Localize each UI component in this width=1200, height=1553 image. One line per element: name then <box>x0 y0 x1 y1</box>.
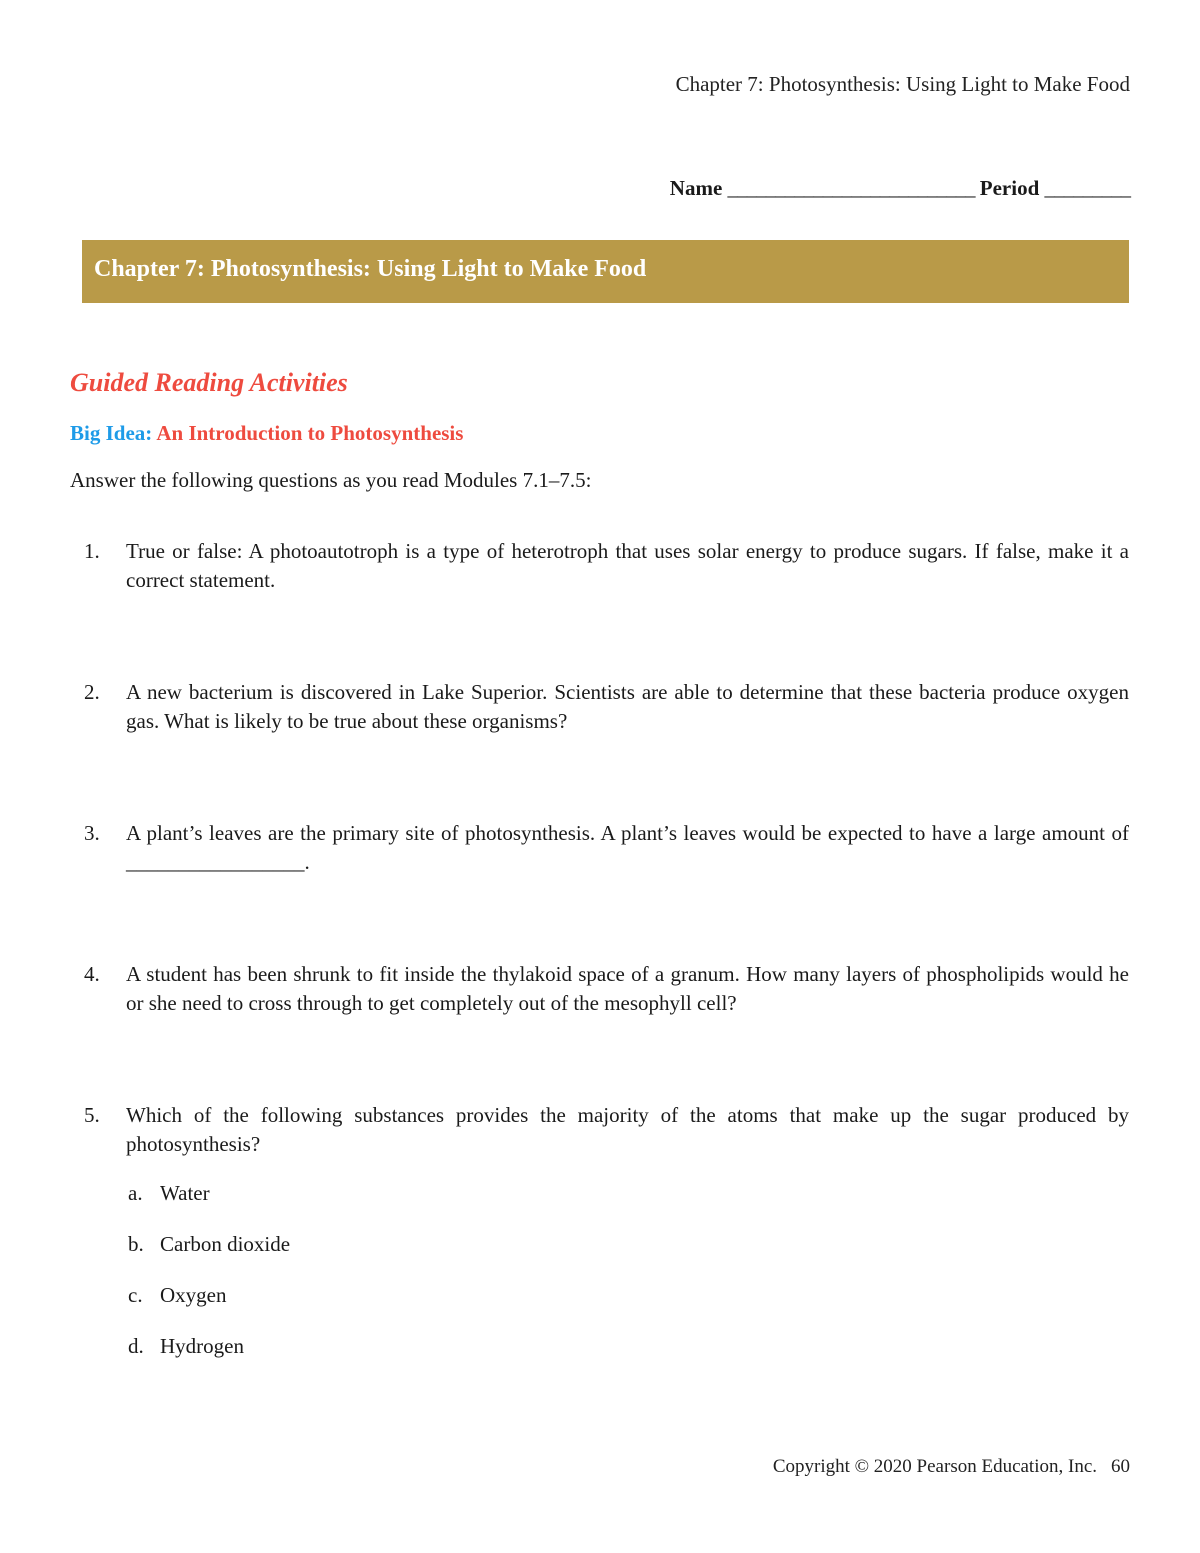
question-5 <box>84 1101 1129 1159</box>
page-number: 60 <box>1111 1456 1130 1477</box>
option-text: Carbon dioxide <box>160 1232 291 1256</box>
option-text: Water <box>160 1181 210 1205</box>
question-number: 5. <box>84 1103 100 1127</box>
option-letter: d. <box>128 1334 144 1358</box>
option-b <box>128 1232 290 1257</box>
name-label: Name <box>669 176 723 200</box>
name-blank: __________________________ <box>727 176 975 200</box>
name-period-line <box>670 176 1130 201</box>
question-number: 2. <box>84 680 100 704</box>
big-idea-label: Big Idea: <box>70 421 153 445</box>
question-text: A student has been shrunk to fit inside the thylakoid space of a granum. How many layers of phospholipids would he or she need to cross through to get completely out of the mesophyll cell? <box>126 962 1129 1015</box>
question-number: 3. <box>84 821 100 845</box>
question-text: Which of the following substances provides the majority of the atoms that make up the sugar produced by photosynthesis? <box>126 1103 1129 1156</box>
question-number: 4. <box>84 962 100 986</box>
option-a <box>128 1181 210 1206</box>
question-text: A new bacterium is discovered in Lake Superior. Scientists are able to determine that these bacteria produce oxygen gas. What is likely to be true about these organisms? <box>126 680 1129 733</box>
option-letter: c. <box>128 1283 143 1307</box>
question-4 <box>84 960 1129 1018</box>
question-text: True or false: A photoautotroph is a type of heterotroph that uses solar energy to produce sugars. If false, make it a correct statement. <box>126 539 1129 592</box>
instructions: Answer the following questions as you read Modules 7.1–7.5: <box>70 468 592 492</box>
question-text: A plant’s leaves are the primary site of photosynthesis. A plant’s leaves would be expected to have a large amount of _________________. <box>126 821 1129 874</box>
option-d <box>128 1334 244 1359</box>
section-title: Guided Reading Activities <box>70 368 348 397</box>
option-text: Oxygen <box>160 1283 227 1307</box>
question-3 <box>84 819 1129 877</box>
option-letter: a. <box>128 1181 143 1205</box>
question-2 <box>84 678 1129 736</box>
question-number: 1. <box>84 539 100 563</box>
option-text: Hydrogen <box>160 1334 244 1358</box>
copyright-text: Copyright © 2020 Pearson Education, Inc. <box>772 1456 1097 1477</box>
option-letter: b. <box>128 1232 144 1256</box>
banner-title: Chapter 7: Photosynthesis: Using Light to Make Food <box>94 256 647 282</box>
big-idea-topic: An Introduction to Photosynthesis <box>156 421 464 445</box>
big-idea <box>70 421 463 446</box>
chapter-banner <box>82 240 1129 303</box>
question-1 <box>84 537 1129 595</box>
footer <box>773 1456 1130 1478</box>
period-label: Period <box>979 176 1040 200</box>
period-blank: _________ <box>1044 176 1130 200</box>
running-header: Chapter 7: Photosynthesis: Using Light to Make Food <box>675 72 1130 96</box>
option-c <box>128 1283 227 1308</box>
